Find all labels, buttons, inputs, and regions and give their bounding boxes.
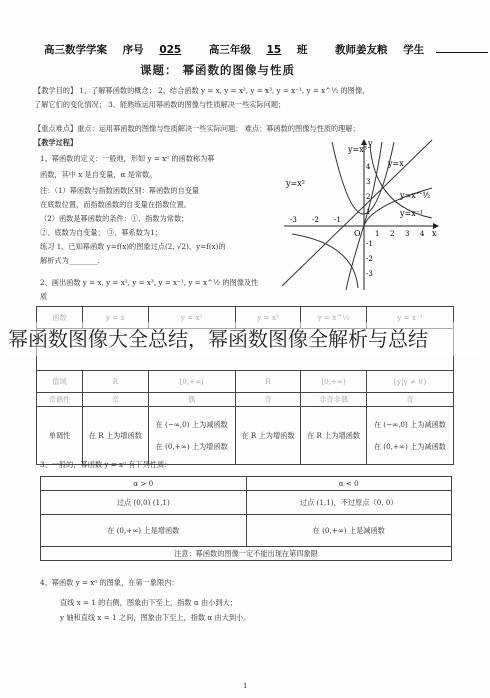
- cell-line: 在 (−∞,0) 上为减函数: [373, 419, 446, 429]
- tick-y: 3: [366, 178, 371, 186]
- section-3-heading: 3、一般的，幂函数 y = xᵅ 有下列性质：: [40, 460, 172, 469]
- section-4-line: 直线 x = 1 的右侧，图象由下至上，指数 α 由小到大；: [60, 598, 237, 607]
- table-cell: α < 0: [246, 477, 452, 491]
- tick-x: 1: [375, 230, 380, 238]
- seq-number: 025: [159, 44, 182, 56]
- table-cell: y = x⁻¹: [366, 307, 453, 329]
- label-y-axis: y: [368, 139, 373, 148]
- table-cell: 值域: [37, 371, 83, 393]
- power-function-graph: [282, 136, 442, 292]
- tick-x: 3: [405, 230, 410, 238]
- page-number: 1: [243, 682, 248, 690]
- student-label: 学生: [403, 44, 425, 56]
- table-cell: [366, 407, 453, 465]
- table-cell: 单调性: [37, 407, 83, 465]
- label-origin: O: [354, 229, 361, 238]
- table-cell: 非奇非偶: [301, 393, 367, 407]
- table-cell: 在 R 上为增函数: [235, 407, 301, 465]
- table-row: [37, 393, 454, 407]
- table-cell: y = x³: [235, 307, 301, 329]
- curve-y-inv-pos: [370, 144, 432, 218]
- key-points-line: 【重点难点】重点：运用幂函数的图像与性质解决一些实际问题； 难点：幂函数的图像与性质的理解；: [34, 124, 360, 133]
- table-cell: {y|y ≠ 0}: [366, 371, 453, 393]
- table-cell: y = x²: [148, 307, 235, 329]
- tick-y: 1: [366, 208, 371, 216]
- table-row: [41, 547, 452, 561]
- process-line: 2、画出函数 y = x, y = x², y = x³, y = x⁻¹, y = x^½ 的图像及性: [40, 278, 259, 287]
- class-suffix: 班: [296, 44, 308, 56]
- table-cell: 奇: [235, 393, 301, 407]
- table-cell: 过点 (1,1)，不过原点（0, 0）: [246, 491, 452, 515]
- label-y-inv: y=x⁻¹: [400, 209, 424, 218]
- table-cell: 在 R 上为增函数: [83, 407, 149, 465]
- table-cell: y = x: [83, 307, 149, 329]
- table-row: [37, 407, 454, 465]
- table-row: [41, 515, 452, 547]
- process-line: 注：（1）幂函数与指数函数区别：幂函数的自变量: [40, 186, 200, 195]
- process-line: 1、幂函数的定义：一般地，形如 y = xᵅ 的函数称为幂: [40, 154, 215, 163]
- table-cell: [148, 407, 235, 465]
- worksheet-header: [44, 42, 490, 57]
- table-cell: 注意：幂函数的图像一定不能出现在第四象限: [41, 547, 452, 561]
- table-cell: 奇: [83, 393, 149, 407]
- label-x-axis: x: [432, 229, 437, 238]
- tick-x: -1: [334, 216, 341, 224]
- table-cell: 在 (0,+∞) 上是减函数: [246, 515, 452, 547]
- table-row: [41, 477, 452, 491]
- table-cell: 在 (0,+∞) 上是增函数: [41, 515, 247, 547]
- table-row: [41, 491, 452, 515]
- cell-line: 在 (−∞,0) 上为减函数: [155, 419, 228, 429]
- process-line: 函数，其中 x 是自变量，α 是常数。: [40, 170, 157, 179]
- table-cell: 偶: [148, 393, 235, 407]
- grade-label: 高三年级: [208, 44, 251, 56]
- subject-label: 高三数学学案: [44, 44, 107, 56]
- goal-line: 【教学目的】 1、了解幂函数的概念； 2、结合函数 y = x, y = x², y = x³, y = x⁻¹, y = x^½ 的图像，: [34, 86, 370, 95]
- table-cell: 奇偶性: [37, 393, 83, 407]
- seq-label: 序号: [122, 44, 144, 56]
- process-heading: 【教学过程】: [34, 138, 78, 147]
- process-line: ②、底数为自变量； ③、幂系数为1；: [40, 228, 162, 237]
- tick-y: -3: [366, 270, 373, 278]
- cell-line: 在 (0,+∞) 上为增函数: [155, 441, 228, 451]
- exercise-line: 解析式为________.: [40, 256, 100, 265]
- tick-y: 2: [366, 193, 371, 201]
- table-cell: 奇: [366, 393, 453, 407]
- section-4-heading: 4、幂函数 y = xᵅ 的图象，在第一象限内：: [40, 578, 179, 587]
- table-cell: 在 R 上为增函数: [301, 407, 367, 465]
- table-cell: α > 0: [41, 477, 247, 491]
- tick-y: -2: [366, 255, 373, 263]
- class-number: 15: [266, 44, 282, 56]
- process-line: 质: [40, 292, 48, 301]
- section-4-line: y 轴和直线 x = 1 之间，图象由下至上，指数 α 由大到小。: [60, 613, 251, 622]
- process-line: （2）函数是幂函数的条件：①、指数为常数；: [40, 214, 189, 223]
- table-cell: 过点 (0,0) (1,1): [41, 491, 247, 515]
- table-cell: [0,+∞): [148, 371, 235, 393]
- student-blank: [436, 43, 488, 53]
- process-line: 在底数位置，而指数函数的自变量在指数位置。: [40, 200, 191, 209]
- tick-x: -3: [290, 216, 297, 224]
- table-cell: R: [83, 371, 149, 393]
- label-y-x: y=x: [388, 159, 404, 168]
- table-cell: 函数: [37, 307, 83, 329]
- goal-line: 了解它们的变化情况； 3、能熟练运用幂函数的图像与性质解决一些实际问题；: [34, 100, 286, 109]
- cell-line: 在 (0,+∞) 上为减函数: [373, 441, 446, 451]
- label-y-x3: y=x³: [348, 145, 367, 154]
- tick-y: 4: [366, 163, 371, 171]
- tick-x: -2: [312, 216, 319, 224]
- overlay-caption: 幂函数图像大全总结，幂函数图像全解析与总结: [8, 322, 486, 356]
- label-y-x2: y=x²: [286, 179, 305, 188]
- label-y-sqrt: y=x^½: [400, 191, 431, 200]
- exercise-line: 练习 1、已知幂函数 y=f(x)的图象过点(2, √2)，y=f(x)的: [40, 242, 226, 251]
- table-cell: y = x^½: [301, 307, 367, 329]
- alpha-properties-table: [40, 476, 452, 561]
- table-cell: [0,+∞): [301, 371, 367, 393]
- tick-x: 4: [420, 230, 425, 238]
- tick-y: -1: [366, 240, 373, 248]
- lesson-title: 课题： 幂函数的图像与性质: [140, 63, 296, 77]
- table-row: [37, 371, 454, 393]
- teacher-label: 教师姜友粮: [334, 44, 388, 56]
- table-cell: R: [235, 371, 301, 393]
- tick-x: 2: [390, 230, 395, 238]
